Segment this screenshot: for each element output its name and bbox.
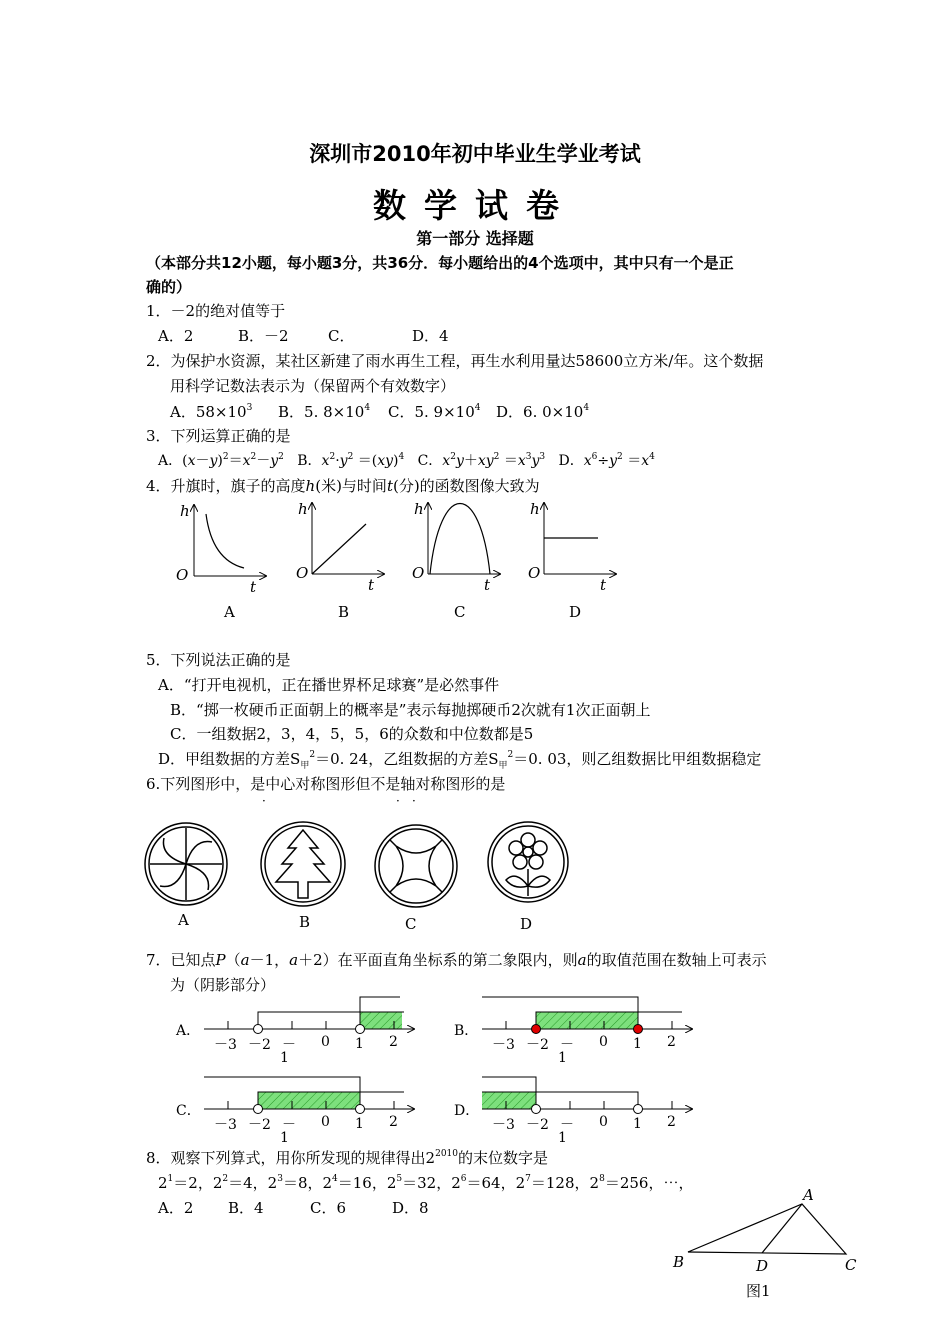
tick-label: －3: [492, 1037, 515, 1053]
q6-figure-c: [375, 825, 457, 907]
tick-label: 1: [558, 1130, 567, 1146]
q2-stem-line-2: 用科学记数法表示为（保留两个有效数字）: [170, 377, 456, 395]
tick-label: 2: [389, 1114, 398, 1130]
q6-label-c: C: [405, 915, 417, 933]
tick-label: 1: [280, 1050, 289, 1066]
tick-label: －: [560, 1117, 574, 1133]
q6-figure-a: [145, 823, 227, 905]
q6-figure-b: [261, 822, 345, 906]
part-title: 第一部分 选择题: [416, 229, 534, 248]
q3-stem: 3．下列运算正确的是: [146, 427, 291, 445]
tick-label: 0: [321, 1114, 330, 1130]
q1-option-b: B．－2: [238, 327, 289, 345]
q4-graph-d: [528, 500, 616, 621]
tick-label: 1: [355, 1036, 364, 1052]
q4-axis-t: t: [250, 578, 257, 596]
q4-label-b: B: [338, 603, 350, 621]
q6-emphasis-dot: ·: [262, 794, 266, 808]
q4-label-d: D: [569, 603, 582, 621]
q7-numberline-a: [204, 997, 414, 1034]
q4-axis-t: t: [484, 576, 491, 594]
q7-numberline-c: [204, 1077, 414, 1114]
q6-emphasis-dot: ·: [412, 794, 416, 808]
q7-option-a-label: A．: [176, 1023, 201, 1039]
fig1-label-d: D: [756, 1257, 769, 1275]
instructions-line-1: （本部分共12小题，每小题3分，共36分．每小题给出的4个选项中，其中只有一个是正: [146, 254, 734, 272]
tick-label: －3: [214, 1037, 237, 1053]
q8-stem: 8．观察下列算式，用你所发现的规律得出$2^{2010}$的末位数字是: [146, 1149, 549, 1167]
tick-label: －2: [248, 1117, 271, 1133]
q1-stem: 1．－2的绝对值等于: [146, 302, 286, 320]
q4-origin: O: [176, 566, 189, 584]
q7-option-b-label: B．: [454, 1023, 479, 1039]
q1-option-d: D．4: [412, 327, 449, 345]
tick-label: －: [282, 1117, 296, 1133]
fig1-label-a: A: [803, 1186, 814, 1204]
figure-1-triangle: [688, 1204, 846, 1254]
tick-label: －3: [492, 1117, 515, 1133]
q7-numberline-b: [482, 997, 692, 1034]
tick-label: 1: [280, 1130, 289, 1146]
q2-option-a: A．$58\times 10^3$: [170, 403, 253, 421]
q4-axis-h: h: [180, 502, 190, 520]
q4-origin: O: [412, 564, 425, 582]
tick-label: 0: [321, 1034, 330, 1050]
tick-label: 2: [667, 1114, 676, 1130]
tick-label: 2: [667, 1034, 676, 1050]
tick-label: 0: [599, 1114, 608, 1130]
q4-axis-h: h: [414, 500, 424, 518]
q8-option-a: A．2: [158, 1199, 194, 1217]
q1-option-c: C．: [328, 327, 355, 345]
q7-stem-line-2: 为（阴影部分）: [170, 976, 276, 994]
q6-emphasis-dot: ·: [396, 794, 400, 808]
tick-label: 1: [355, 1116, 364, 1132]
q8-option-c: C．6: [310, 1199, 347, 1217]
exam-title: 深圳市2010年初中毕业生学业考试: [309, 142, 641, 166]
q6-stem: 6.下列图形中，是中心对称图形但不是轴对称图形的是: [146, 775, 506, 793]
q7-option-c-label: C．: [176, 1103, 201, 1119]
q5-option-b: B．“掷一枚硬币正面朝上的概率是”表示每抛掷硬币2次就有1次正面朝上: [170, 701, 651, 719]
tick-label: 1: [558, 1050, 567, 1066]
tick-label: －: [282, 1037, 296, 1053]
q4-axis-h: h: [530, 500, 540, 518]
tick-label: 1: [633, 1116, 642, 1132]
q4-stem: 4．升旗时，旗子的高度h(米)与时间t(分)的函数图像大致为: [146, 477, 540, 495]
q4-label-a: A: [224, 603, 235, 621]
q2-option-c: C．5. $9\times 10^4$: [388, 403, 481, 421]
q4-graph-b: [296, 500, 384, 621]
q2-option-d: D．6. $0\times 10^4$: [496, 403, 590, 421]
tick-label: －3: [214, 1117, 237, 1133]
fig1-caption: 图1: [746, 1282, 771, 1300]
q6-label-a: A: [178, 911, 189, 929]
q6-label-d: D: [520, 915, 533, 933]
q6-label-b: B: [299, 913, 311, 931]
q8-option-b: B．4: [228, 1199, 264, 1217]
q5-option-d: D．甲组数据的方差$S_甲^2=0$. 24，乙组数据的方差$S_甲^2=0$. 03，则乙组数据比甲组数据稳定: [158, 750, 762, 771]
tick-label: －2: [526, 1037, 549, 1053]
fig1-label-b: B: [673, 1253, 685, 1271]
q2-option-b: B．5. $8\times 10^4$: [278, 403, 371, 421]
q5-option-a: A．“打开电视机，正在播世界杯足球赛”是必然事件: [158, 676, 500, 694]
q4-axis-h: h: [298, 500, 308, 518]
fig1-label-c: C: [845, 1256, 857, 1274]
q4-graph-a: [176, 502, 266, 621]
tick-label: －: [560, 1037, 574, 1053]
q3-options: A．$(x-y)^2=x^2-y^2$ B．$x^2\cdot y^2 =(xy)^4$ C．$x^2y+xy^2 =x^3y^3$ D．$x^6\div y^2 =x^4$: [158, 452, 655, 469]
q4-origin: O: [528, 564, 541, 582]
q2-stem-line-1: 2．为保护水资源，某社区新建了雨水再生工程，再生水利用量达58600立方米/年。这个数据: [146, 352, 764, 370]
tick-label: 0: [599, 1034, 608, 1050]
tick-label: －2: [248, 1037, 271, 1053]
instructions-line-2: 确的）: [146, 278, 192, 296]
subject-title: 数学试卷: [373, 186, 577, 225]
q8-option-d: D．8: [392, 1199, 429, 1217]
q4-axis-t: t: [368, 576, 375, 594]
q5-stem: 5．下列说法正确的是: [146, 651, 291, 669]
tick-label: 1: [633, 1036, 642, 1052]
q7-option-d-label: D．: [454, 1103, 480, 1119]
q4-graph-c: [412, 500, 500, 621]
q5-option-c: C．一组数据2，3，4，5，5，6的众数和中位数都是5: [170, 725, 534, 743]
q1-option-a: A．2: [158, 327, 194, 345]
q4-label-c: C: [454, 603, 466, 621]
q7-stem-line-1: 7．已知点P（a－1，a＋2）在平面直角坐标系的第二象限内，则a的取值范围在数轴上可表示: [146, 951, 767, 969]
tick-label: －2: [526, 1117, 549, 1133]
q7-numberline-d: [482, 1077, 692, 1114]
q6-figure-d: [488, 822, 568, 902]
tick-label: 2: [389, 1034, 398, 1050]
q4-origin: O: [296, 564, 309, 582]
q8-sequence: $2^1=2$，$2^2=4$，$2^3=8$，$2^4=16$，$2^5=32$，$2^6=64$，$2^7=128$，$2^8=256$，⋯，: [158, 1174, 694, 1192]
q4-axis-t: t: [600, 576, 607, 594]
